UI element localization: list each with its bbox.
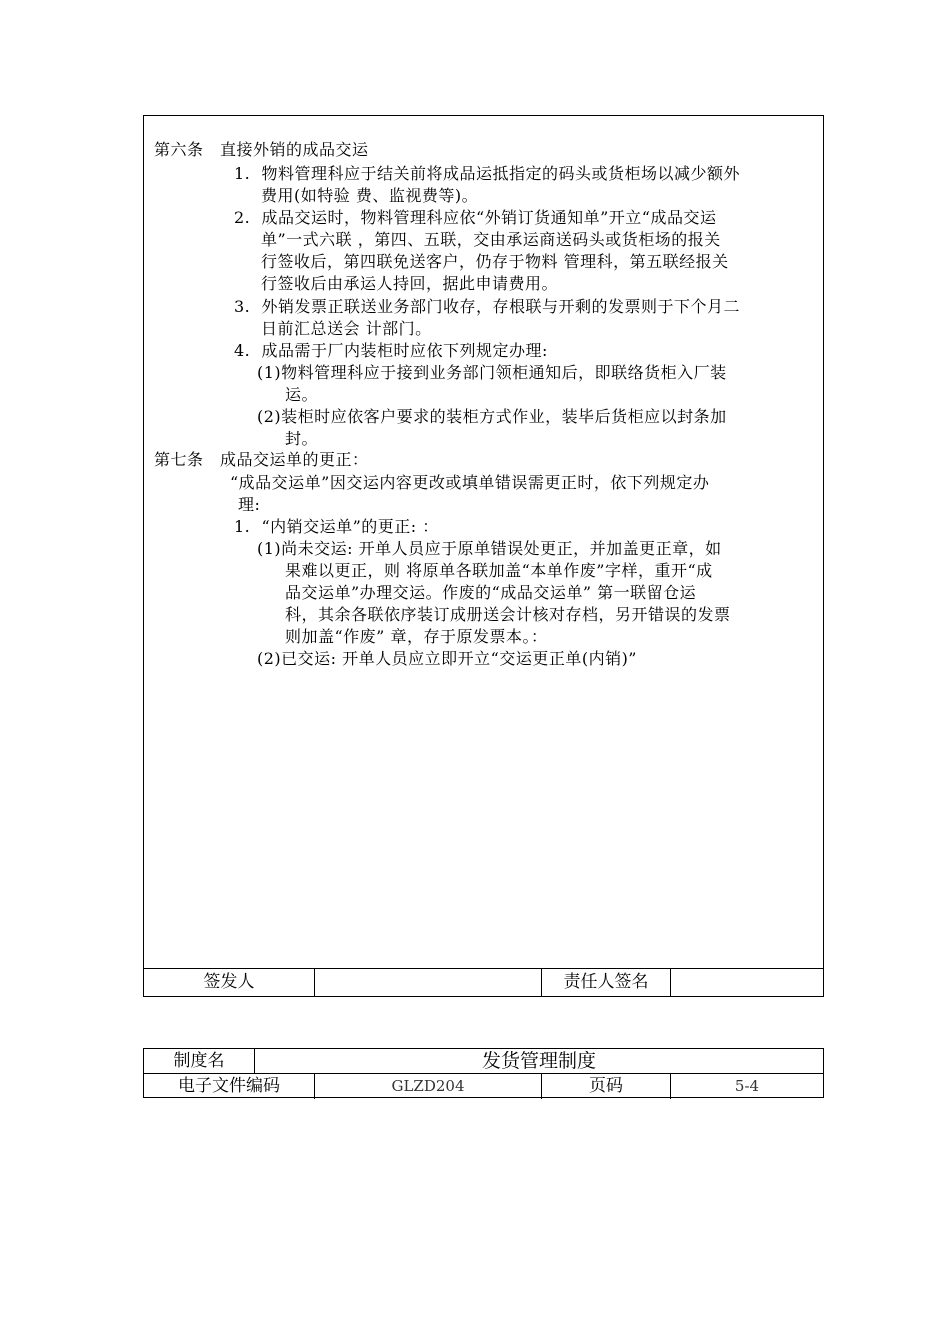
article-7-item-1: 1. “内销交运单”的更正: ： <box>234 517 439 536</box>
article-7-item-1-sub-1-cont: 果难以更正，则 将原单各联加盖“本单作废”字样，重开“成 <box>285 561 713 580</box>
file-code-label: 电子文件编码 <box>178 1076 280 1096</box>
article-7-item-1-sub-1-cont: 则加盖“作废” 章，存于原发票本。： <box>285 627 548 646</box>
footer-row-code <box>144 1073 823 1099</box>
article-6-item-1: 1. 物料管理科应于结关前将成品运抵指定的码头或货柜场以减少额外 <box>234 164 740 183</box>
system-name-label: 制度名 <box>173 1051 225 1071</box>
article-6-item-1-cont: 费用(如特验 费、监视费等)。 <box>261 186 479 205</box>
article-7-item-1-sub-1-cont: 品交运单”办理交运。作废的“成品交运单” 第一联留仓运 <box>285 583 697 602</box>
article-6-item-2: 2. 成品交运时，物料管理科应依“外销订货通知单”开立“成品交运 <box>234 208 717 227</box>
article-6-item-2-cont: 单”一式六联 ，第四、五联，交由承运商送码头或货柜场的报关 <box>261 230 721 249</box>
article-7-heading: 第七条 成品交运单的更正： <box>154 450 369 469</box>
document-footer-table <box>143 1048 824 1098</box>
article-6-item-3: 3. 外销发票正联送业务部门收存，存根联与开剩的发票则于下个月二 <box>234 297 740 316</box>
article-7-item-1-sub-1-cont: 科，其余各联依序装订成册送会计核对存档，另开错误的发票 <box>285 605 731 624</box>
signature-row <box>144 968 823 996</box>
article-6-heading: 第六条 直接外销的成品交运 <box>154 140 369 159</box>
article-6-item-4-sub-2-cont: 封。 <box>285 429 319 448</box>
issuer-signature-field[interactable] <box>314 969 541 996</box>
document-frame <box>143 115 824 997</box>
article-6-item-2-cont: 行签收后由承运人持回，据此申请费用。 <box>261 274 559 293</box>
document-body <box>144 116 823 971</box>
page-number: 5-4 <box>670 1074 823 1099</box>
article-6-item-4-sub-2: (2)装柜时应依客户要求的装柜方式作业，装毕后货柜应以封条加 <box>257 407 727 426</box>
article-6-item-4-sub-1: (1)物料管理科应于接到业务部门领柜通知后，即联络货柜入厂装 <box>257 363 727 382</box>
article-7-intro-cont: 理: <box>238 495 261 514</box>
article-6-item-4-sub-1-cont: 运。 <box>285 385 319 404</box>
file-code-value: GLZD204 <box>314 1074 541 1099</box>
page-label: 页码 <box>541 1074 670 1099</box>
article-6-item-3-cont: 日前汇总送会 计部门。 <box>261 319 432 338</box>
footer-row-system-name <box>144 1049 823 1073</box>
responsible-label: 责任人签名 <box>541 969 670 996</box>
issuer-label: 签发人 <box>203 972 255 992</box>
responsible-signature-field[interactable] <box>670 969 823 996</box>
system-name-value: 发货管理制度 <box>254 1049 823 1073</box>
article-7-item-1-sub-2: (2)已交运: 开单人员应立即开立“交运更正单(内销)” <box>257 649 637 668</box>
article-7-item-1-sub-1: (1)尚未交运: 开单人员应于原单错误处更正，并加盖更正章，如 <box>257 539 722 558</box>
article-6-item-2-cont: 行签收后，第四联免送客户，仍存于物料 管理科，第五联经报关 <box>261 252 729 271</box>
article-6-item-4: 4. 成品需于厂内装柜时应依下列规定办理: <box>234 341 548 360</box>
article-7-intro: “成品交运单”因交运内容更改或填单错误需更正时，依下列规定办 <box>230 473 710 492</box>
